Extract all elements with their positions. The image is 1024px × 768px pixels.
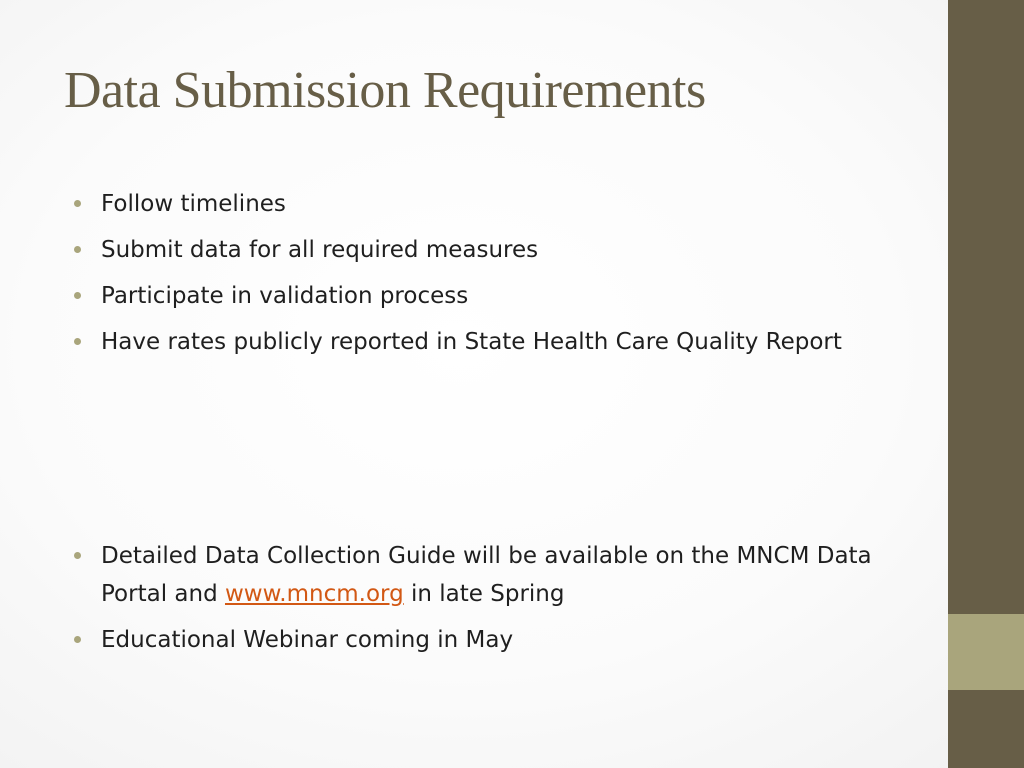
list-item-text: Follow timelines: [101, 191, 286, 217]
list-item-text: Submit data for all required measures: [101, 237, 539, 263]
bullet-dot-icon: [74, 200, 81, 207]
bullet-dot-icon: [74, 338, 81, 345]
list-item: [74, 621, 904, 659]
list-item: [74, 323, 904, 361]
slide-title: Data Submission Requirements: [64, 62, 706, 119]
mncm-website-link[interactable]: www.mncm.org: [224, 581, 404, 607]
list-item: [74, 277, 904, 315]
list-item-text-before-link: Detailed Data Collection Guide will be available on the MNCM Data Portal and: [101, 543, 872, 607]
list-item: [74, 185, 904, 223]
list-item-text: Participate in validation process: [101, 283, 469, 309]
list-item: [74, 231, 904, 269]
bullet-list-primary: [74, 185, 904, 369]
list-item: [74, 537, 904, 613]
bullet-dot-icon: [74, 246, 81, 253]
bullet-dot-icon: [74, 552, 81, 559]
bullet-list-secondary: [74, 537, 904, 667]
list-item-text-after-link: in late Spring: [403, 581, 565, 607]
bullet-dot-icon: [74, 636, 81, 643]
side-accent-decoration: [948, 614, 1024, 690]
list-item-text: Have rates publicly reported in State Health Care Quality Report: [101, 329, 842, 355]
bullet-dot-icon: [74, 292, 81, 299]
list-item-text: Educational Webinar coming in May: [101, 627, 514, 653]
